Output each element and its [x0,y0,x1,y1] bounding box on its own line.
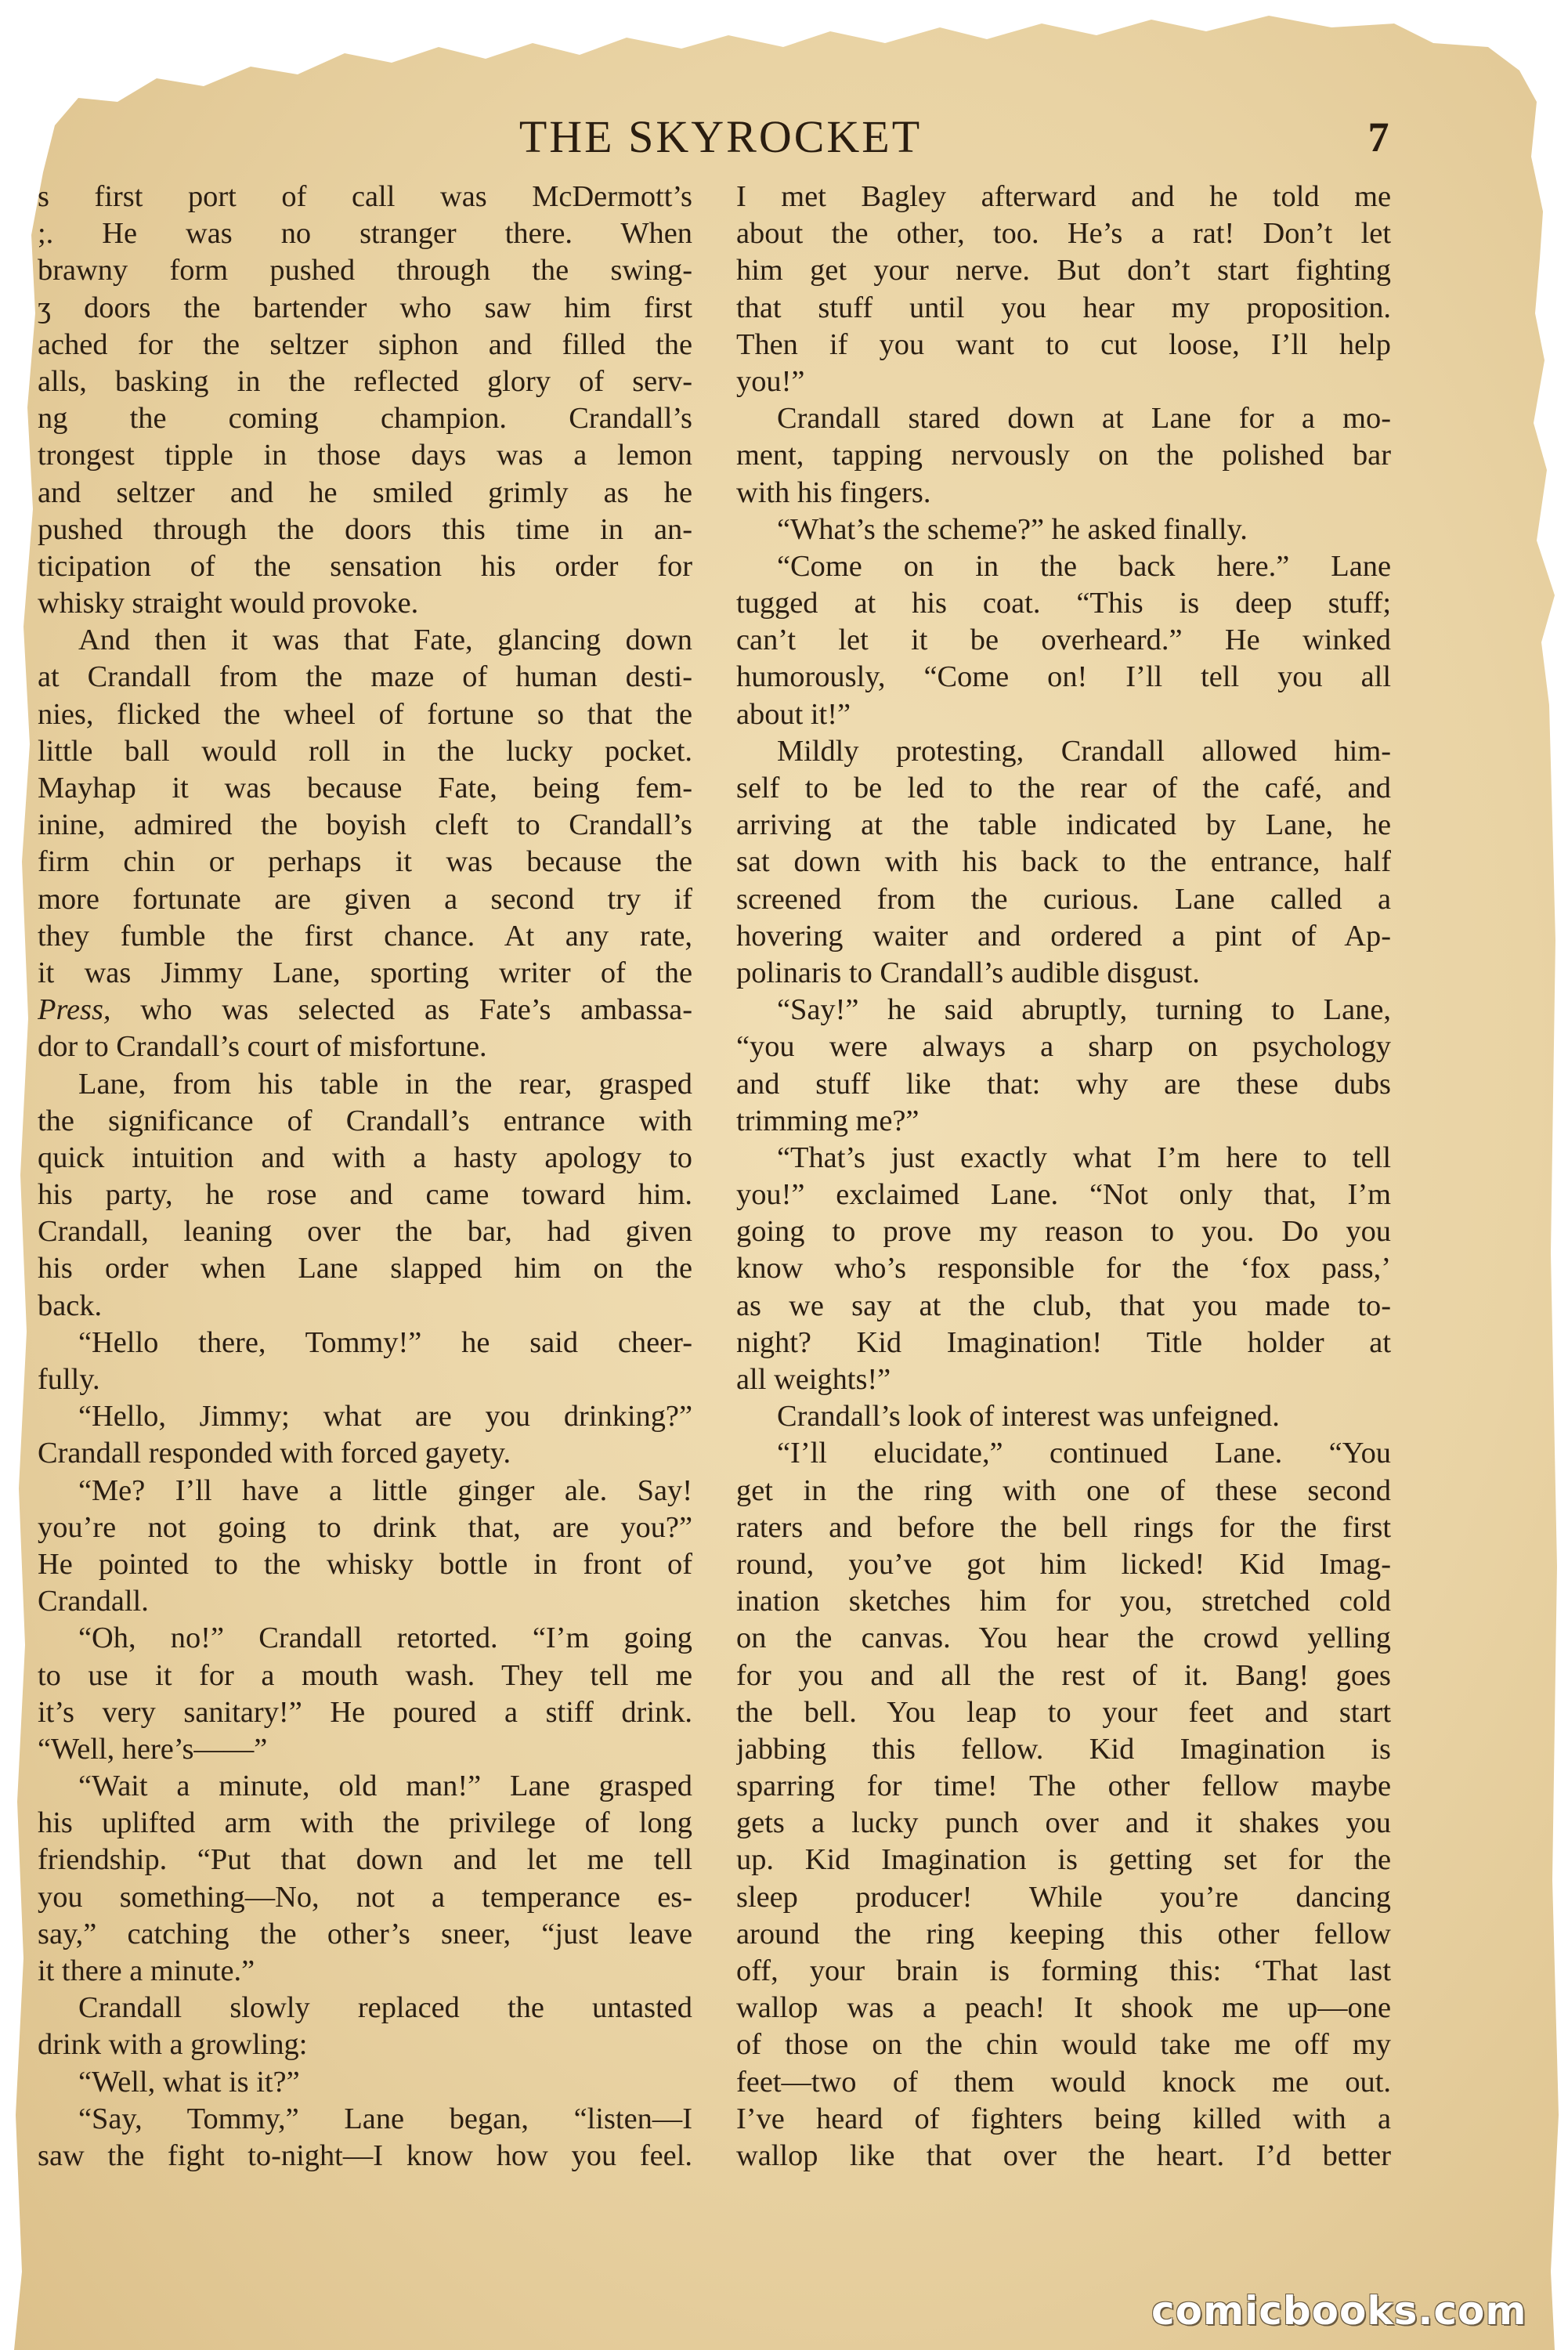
text-line: you!” exclaimed Lane. “Not only that, I’m [736,1178,1391,1212]
text-line: tugged at his coat. “This is deep stuff; [736,587,1391,620]
text-line: ached for the seltzer siphon and filled the [38,327,692,361]
text-line: I’ve heard of fighters being killed with a [736,2102,1391,2135]
text-line: say,” catching the other’s sneer, “just leave [38,1917,692,1950]
text-line: “Wait a minute, old man!” Lane grasped [78,1770,692,1803]
text-line: Crandall’s look of interest was unfeigned. [777,1400,1280,1434]
text-line: ination sketches him for you, stretched cold [736,1585,1391,1618]
text-line: firm chin or perhaps it was because the [38,845,692,879]
text-line: his uplifted arm with the privilege of long [38,1806,692,1840]
text-line: I met Bagley afterward and he told me [736,180,1391,213]
text-line: you something—No, not a temperance es- [38,1880,692,1914]
text-line: Crandall, leaning over the bar, had given [38,1215,692,1249]
text-line: sleep producer! While you’re dancing [736,1880,1391,1914]
text-line: friendship. “Put that down and let me tell [38,1843,692,1877]
running-head [0,106,1568,168]
text-line: He pointed to the whisky bottle in front of [38,1547,692,1581]
text-line: “Say, Tommy,” Lane began, “listen—I [78,2102,692,2135]
text-line: sparring for time! The other fellow maybe [736,1770,1391,1803]
text-line: “I’ll elucidate,” continued Lane. “You [777,1437,1391,1470]
text-line: trimming me?” [736,1104,919,1137]
text-line: trongest tipple in those days was a lemon [38,439,692,472]
text-line: “you were always a sharp on psychology [736,1030,1391,1064]
text-line: And then it was that Fate, glancing down [78,624,692,657]
running-head-title: THE SKYROCKET [518,111,923,162]
text-line: Crandall. [38,1585,149,1618]
text-line: get in the ring with one of these second [736,1473,1391,1507]
text-line: to use it for a mouth wash. They tell me [38,1658,692,1692]
text-line: humorously, “Come on! I’ll tell you all [736,660,1391,694]
text-line: as we say at the club, that you made to- [736,1289,1391,1322]
text-line: on the canvas. You hear the crowd yelling [736,1622,1391,1655]
text-line: “Come on in the back here.” Lane [777,549,1391,583]
page-number: 7 [1367,114,1389,161]
text-line: wallop like that over the heart. I’d better [736,2138,1391,2172]
text-line: ticipation of the sensation his order for [38,549,692,583]
text-line: his party, he rose and came toward him. [38,1178,692,1212]
text-line: Crandall slowly replaced the untasted [78,1991,692,2025]
text-line: “Well, here’s——” [38,1732,268,1766]
text-line: ment, tapping nervously on the polished bar [736,439,1391,472]
text-line: round, you’ve got him licked! Kid Imag- [736,1547,1391,1581]
text-line: “Well, what is it?” [78,2065,300,2099]
text-line: back. [38,1289,103,1322]
text-line: and seltzer and he smiled grimly as he [38,475,692,509]
text-line: Mayhap it was because Fate, being fem- [38,772,692,804]
text-line: it there a minute.” [38,1954,255,1987]
text-line: saw the fight to-night—I know how you feel. [38,2138,692,2172]
text-line: dor to Crandall’s court of misfortune. [38,1030,487,1064]
text-line: him get your nerve. But don’t start fighting [736,254,1391,287]
text-line: Lane, from his table in the rear, grasped [78,1067,692,1101]
text-line: brawny form pushed through the swing- [38,254,692,287]
text-line: little ball would roll in the lucky pocket. [38,734,692,768]
text-line: alls, basking in the reflected glory of serv- [38,364,692,398]
text-line: it was Jimmy Lane, sporting writer of the [38,956,692,989]
text-line: going to prove my reason to you. Do you [736,1215,1391,1249]
text-line: off, your brain is forming this: ‘That last [736,1954,1391,1987]
text-line: for you and all the rest of it. Bang! goes [736,1658,1391,1692]
text-line: the bell. You leap to your feet and start [736,1695,1391,1729]
text-line: you!” [736,364,805,398]
text-line: screened from the curious. Lane called a [736,882,1391,916]
text-line: wallop was a peach! It shook me up—one [736,1991,1391,2025]
text-line: self to be led to the rear of the café, and [736,772,1391,804]
text-line: around the ring keeping this other fellow [736,1917,1391,1950]
text-line: you’re not going to drink that, are you?” [38,1510,692,1544]
text-line: Crandall responded with forced gayety. [38,1437,511,1470]
text-line: of those on the chin would take me off my [736,2028,1391,2062]
text-line: Press, who was selected as Fate’s ambassa- [38,993,692,1027]
text-line: with his fingers. [736,475,931,509]
text-line: they fumble the first chance. At any rate, [38,919,692,953]
text-column-left [38,179,692,2175]
text-line: ʒ doors the bartender who saw him first [38,291,692,324]
italic-word: Press, [38,993,111,1027]
text-line: nies, flicked the wheel of fortune so that the [38,697,692,731]
text-line: more fortunate are given a second try if [38,882,692,916]
text-line: about it!” [736,697,851,731]
text-line: whisky straight would provoke. [38,587,419,620]
text-line: about the other, too. He’s a rat! Don’t let [736,217,1391,251]
text-line: inine, admired the boyish cleft to Crandall’s [38,808,692,842]
text-line: gets a lucky punch over and it shakes you [736,1806,1391,1840]
text-line: raters and before the bell rings for the first [736,1510,1391,1544]
text-line: Mildly protesting, Crandall allowed him- [777,734,1391,768]
text-line: polinaris to Crandall’s audible disgust. [736,956,1200,989]
text-line: ng the coming champion. Crandall’s [38,402,692,436]
text-line: “Oh, no!” Crandall retorted. “I’m going [78,1622,692,1655]
text-line: Crandall stared down at Lane for a mo- [777,402,1391,436]
text-line: quick intuition and with a hasty apology to [38,1141,692,1174]
text-line: jabbing this fellow. Kid Imagination is [736,1732,1391,1766]
text-line: his order when Lane slapped him on the [38,1252,692,1285]
text-line: know who’s responsible for the ‘fox pass,’ [736,1252,1391,1285]
text-line: and stuff like that: why are these dubs [736,1067,1391,1101]
text-line: drink with a growling: [38,2028,308,2062]
text-line: “Hello there, Tommy!” he said cheer- [78,1325,692,1359]
text-line: arriving at the table indicated by Lane, he [736,808,1391,842]
text-line: at Crandall from the maze of human desti- [38,660,692,694]
text-line: hovering waiter and ordered a pint of Ap- [736,919,1391,953]
text-line: can’t let it be overheard.” He winked [736,624,1391,657]
text-line: pushed through the doors this time in an- [38,512,692,546]
text-line: fully. [38,1363,100,1396]
text-line: all weights!” [736,1363,891,1396]
text-line: night? Kid Imagination! Title holder at [736,1325,1391,1359]
text-line: the significance of Crandall’s entrance with [38,1104,692,1137]
text-line: “Hello, Jimmy; what are you drinking?” [78,1400,692,1434]
text-line: it’s very sanitary!” He poured a stiff drink. [38,1695,692,1729]
text-line: “That’s just exactly what I’m here to tell [777,1141,1391,1174]
text-column-right [736,179,1391,2175]
text-line: “Say!” he said abruptly, turning to Lane, [777,993,1391,1027]
text-line: ;. He was no stranger there. When [38,217,692,251]
watermark-logo: comicbooks.com [1151,2288,1527,2334]
text-line: Then if you want to cut loose, I’ll help [736,327,1391,361]
text-line: “What’s the scheme?” he asked finally. [777,512,1248,546]
text-line: s first port of call was McDermott’s [38,180,692,213]
text-line: up. Kid Imagination is getting set for the [736,1843,1391,1877]
text-line: that stuff until you hear my proposition. [736,291,1391,324]
text-line: feet—two of them would knock me out. [736,2065,1391,2099]
text-line: “Me? I’ll have a little ginger ale. Say! [78,1473,692,1507]
text-line: sat down with his back to the entrance, half [736,845,1391,879]
